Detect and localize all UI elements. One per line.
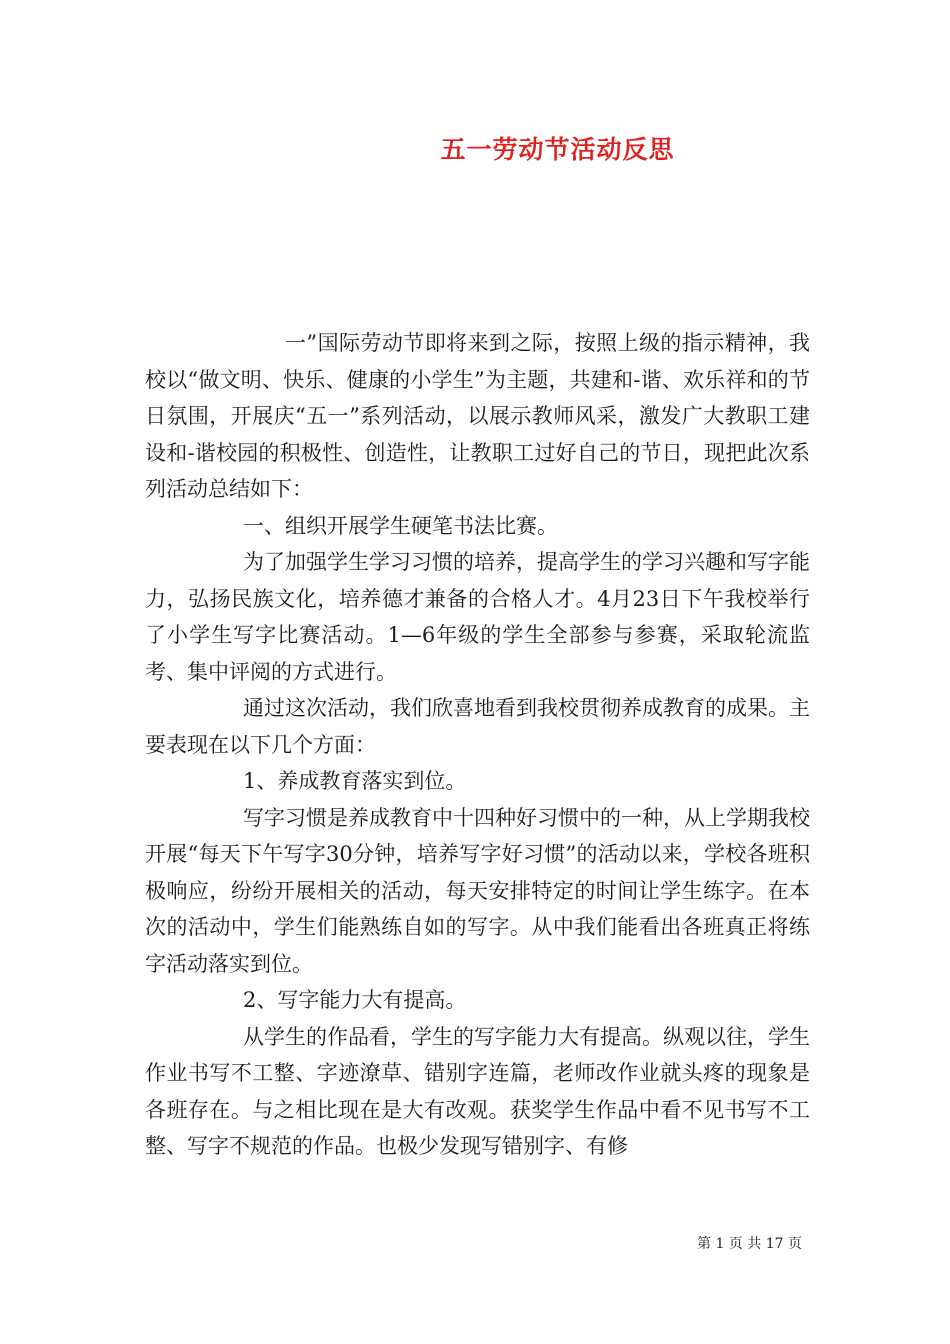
document-title: 五一劳动节活动反思: [440, 135, 675, 164]
page-number: 第 1 页 共 17 页: [697, 1236, 802, 1252]
paragraph: 通过这次活动，我们欣喜地看到我校贯彻养成教育的成果。主要表现在以下几个方面：: [145, 696, 810, 757]
paragraph-intro: 一”国际劳动节即将来到之际，按照上级的指示精神，我校以“做文明、快乐、健康的小学生”为主题，共建和-谐、欢乐祥和的节日氛围，开展庆“五一”系列活动，以展示教师风采，激发广大教职工建设和-谐校园的积极性、创造性，让教职工过好自己的节日，现把此次系列活动总结如下：: [145, 331, 810, 501]
paragraph: 写字习惯是养成教育中十四种好习惯中的一种，从上学期我校开展“每天下午写字30分钟，培养写字好习惯”的活动以来，学校各班积极响应，纷纷开展相关的活动，每天安排特定的时间让学生练字。在本次的活动中，学生们能熟练自如的写字。从中我们能看出各班真正将练字活动落实到位。: [145, 805, 810, 976]
section-heading-1: 一、组织开展学生硬笔书法比赛。: [243, 513, 558, 538]
document-body: [145, 325, 810, 1165]
subsection-heading-2: 2、写字能力大有提高。: [243, 988, 467, 1012]
paragraph: 为了加强学生学习习惯的培养，提高学生的学习兴趣和写字能力，弘扬民族文化，培养德才兼备的合格人才。4月23日下午我校举行了小学生写字比赛活动。1—6年级的学生全部参与参赛，采取轮流监考、集中评阅的方式进行。: [145, 550, 810, 684]
subsection-heading-1: 1、养成教育落实到位。: [243, 769, 467, 793]
paragraph: 从学生的作品看，学生的写字能力大有提高。纵观以往，学生作业书写不工整、字迹潦草、错别字连篇，老师改作业就头疼的现象是各班存在。与之相比现在是大有改观。获奖学生作品中看不见书写不工整、写字不规范的作品。也极少发现写错别字、有修: [145, 1024, 810, 1158]
